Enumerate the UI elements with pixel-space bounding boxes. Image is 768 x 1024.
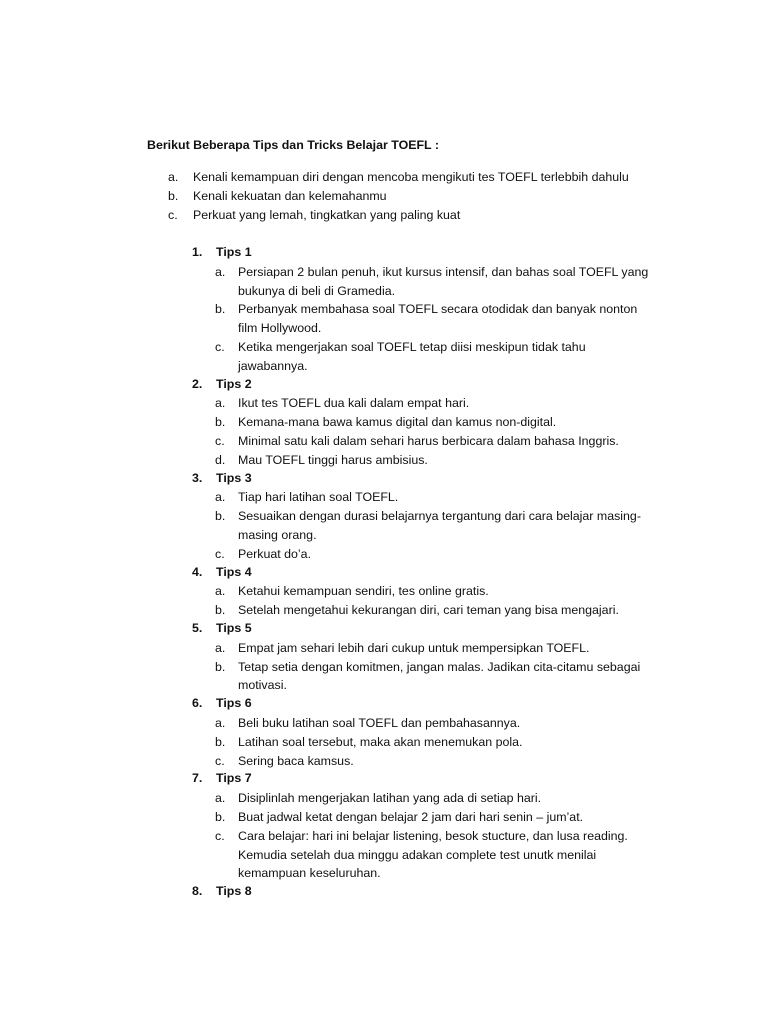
tip-section (192, 470, 662, 564)
tip-item-marker: b. (215, 415, 226, 430)
tip-section (192, 883, 662, 902)
tip-item-text: Cara belajar: hari ini belajar listening, besok stucture, dan lusa reading. Kemudia setelah dua minggu adakan complete test unutk menilai kemampuan keseluruhan. (238, 828, 628, 881)
document-heading: Berikut Beberapa Tips dan Tricks Belajar TOEFL : (147, 138, 439, 152)
tip-heading (192, 695, 662, 714)
tip-item-text: Disiplinlah mengerjakan latihan yang ada di setiap hari. (238, 791, 542, 806)
tip-item (192, 507, 662, 545)
tip-item-text: Kemana-mana bawa kamus digital dan kamus non-digital. (238, 415, 557, 430)
tip-section (192, 770, 662, 883)
tip-heading (192, 376, 662, 395)
intro-item (168, 188, 629, 207)
tip-item-text: Perkuat do’a. (238, 546, 312, 561)
tip-heading (192, 564, 662, 583)
tip-number: 1. (192, 245, 203, 259)
tip-item (192, 545, 662, 564)
tip-item-text: Sering baca kamsus. (238, 753, 354, 768)
tip-item (192, 714, 662, 733)
tip-item (192, 582, 662, 601)
tip-item (192, 413, 662, 432)
tip-items (192, 582, 662, 620)
tip-item (192, 658, 662, 696)
tip-item-marker: d. (215, 452, 226, 467)
tip-item-text: Latihan soal tersebut, maka akan menemukan pola. (238, 734, 523, 749)
tip-title: Tips 1 (216, 245, 252, 259)
tip-section (192, 244, 662, 376)
tips-list (192, 244, 662, 902)
tip-item-text: Tetap setia dengan komitmen, jangan malas. Jadikan cita-citamu sebagai motivasi. (238, 659, 641, 693)
intro-item-text: Kenali kekuatan dan kelemahanmu (193, 188, 387, 203)
intro-item-text: Kenali kemampuan diri dengan mencoba mengikuti tes TOEFL terlebbih dahulu (193, 170, 629, 184)
tip-number: 4. (192, 564, 203, 579)
intro-item-marker: c. (168, 207, 178, 222)
tip-item-text: Beli buku latihan soal TOEFL dan pembahasannya. (238, 715, 521, 730)
tip-title: Tips 6 (216, 696, 252, 711)
tip-item-marker: c. (215, 433, 225, 448)
tip-heading (192, 244, 662, 263)
intro-list (168, 169, 629, 225)
tip-title: Tips 4 (216, 564, 252, 579)
tip-item (192, 733, 662, 752)
intro-item (168, 207, 629, 226)
tip-item-text: Mau TOEFL tinggi harus ambisius. (238, 452, 428, 467)
tip-item-marker: a. (215, 640, 226, 655)
tip-number: 8. (192, 884, 203, 899)
tip-item-text: Ikut tes TOEFL dua kali dalam empat hari. (238, 396, 470, 411)
tip-item (192, 300, 662, 338)
tip-items (192, 394, 662, 469)
tip-section (192, 564, 662, 620)
tip-number: 5. (192, 620, 203, 635)
tip-item (192, 394, 662, 413)
tip-heading (192, 883, 662, 902)
tip-items (192, 263, 662, 376)
tip-section (192, 376, 662, 470)
tip-item-marker: b. (215, 734, 226, 749)
tip-title: Tips 2 (216, 376, 252, 391)
tip-item (192, 752, 662, 771)
tip-heading (192, 470, 662, 489)
tip-item-text: Setelah mengetahui kekurangan diri, cari teman yang bisa mengajari. (238, 603, 619, 618)
tip-title: Tips 8 (216, 884, 252, 899)
tip-section (192, 695, 662, 770)
tip-item-marker: b. (215, 659, 226, 674)
tip-item-marker: a. (215, 791, 226, 806)
tip-item-text: Ketika mengerjakan soal TOEFL tetap diisi meskipun tidak tahu jawabannya. (238, 339, 586, 373)
tip-items (192, 488, 662, 563)
tip-item-marker: b. (215, 302, 226, 317)
intro-item-marker: b. (168, 188, 179, 203)
intro-item-text: Perkuat yang lemah, tingkatkan yang paling kuat (193, 207, 461, 222)
tip-item-marker: b. (215, 809, 226, 824)
tip-heading (192, 770, 662, 789)
tip-items (192, 714, 662, 770)
tip-number: 2. (192, 376, 203, 391)
tip-item (192, 432, 662, 451)
tip-number: 7. (192, 771, 203, 786)
tip-item-marker: a. (215, 490, 226, 505)
tip-item-marker: c. (215, 339, 225, 354)
tip-item (192, 827, 662, 883)
tip-item (192, 808, 662, 827)
intro-item (168, 169, 629, 188)
tip-item-marker: c. (215, 753, 225, 768)
tip-item-marker: c. (215, 546, 225, 561)
tip-item-text: Sesuaikan dengan durasi belajarnya tergantung dari cara belajar masing-masing orang. (238, 509, 641, 542)
tip-number: 6. (192, 696, 203, 711)
tip-item-text: Empat jam sehari lebih dari cukup untuk mempersipkan TOEFL. (238, 640, 590, 655)
tip-section (192, 620, 662, 695)
tip-item-marker: a. (215, 396, 226, 411)
tip-heading (192, 620, 662, 639)
tip-number: 3. (192, 470, 203, 485)
tip-title: Tips 7 (216, 771, 252, 786)
tip-item (192, 488, 662, 507)
tip-item (192, 601, 662, 620)
tip-item-text: Minimal satu kali dalam sehari harus berbicara dalam bahasa Inggris. (238, 433, 619, 448)
tip-item-marker: b. (215, 509, 226, 524)
tip-item-text: Buat jadwal ketat dengan belajar 2 jam dari hari senin – jum’at. (238, 809, 584, 824)
tip-item-marker: a. (215, 715, 226, 730)
tip-item-text: Persiapan 2 bulan penuh, ikut kursus intensif, dan bahas soal TOEFL yang bukunya di beli di Gramedia. (238, 264, 649, 298)
tip-item-marker: a. (215, 584, 226, 599)
tip-item-marker: b. (215, 603, 226, 618)
tip-item-marker: a. (215, 264, 226, 279)
tip-item (192, 639, 662, 658)
tip-item (192, 338, 662, 376)
tip-title: Tips 3 (216, 470, 252, 485)
tip-items (192, 789, 662, 883)
tip-item (192, 263, 662, 301)
tip-item-marker: c. (215, 828, 225, 843)
intro-item-marker: a. (168, 170, 179, 184)
tip-item-text: Tiap hari latihan soal TOEFL. (238, 490, 399, 505)
tip-item (192, 451, 662, 470)
tip-title: Tips 5 (216, 620, 252, 635)
tip-items (192, 639, 662, 695)
tip-item-text: Perbanyak membahasa soal TOEFL secara otodidak dan banyak nonton film Hollywood. (238, 302, 638, 336)
tip-item (192, 789, 662, 808)
tip-item-text: Ketahui kemampuan sendiri, tes online gratis. (238, 584, 489, 599)
